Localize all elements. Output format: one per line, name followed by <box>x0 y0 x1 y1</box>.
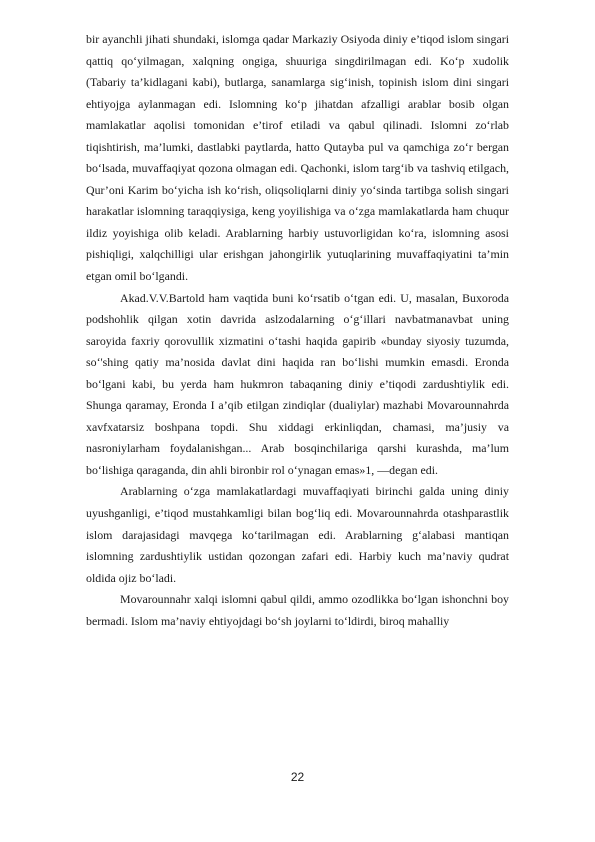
paragraph-4: Movarounnahr xalqi islomni qabul qildi, ammo ozodlikka bo‘lgan ishonchni boy bermadi. Islom ma’naviy ehtiyojdagi bo‘sh joylarni to‘ldirdi, biroq mahalliy <box>86 592 509 628</box>
paragraph-3: Arablarning o‘zga mamlakatlardagi muvaffaqiyati birinchi galda uning diniy uyushganligi, e’tiqod mustahkamligi bilan bog‘liq edi. Movarounnahrda otashparastlik islom darajasidagi mavqega ko‘tarilmagan edi. Arablarning g‘alabasi mantiqan islomning zardushtiylik ustidan qozongan zafari edi. Harbiy kuch ma’naviy qudrat oldida ojiz bo‘ladi. <box>86 484 509 585</box>
paragraph-1: bir ayanchli jihati shundaki, islomga qadar Markaziy Osiyoda diniy e’tiqod islom singari qattiq qo‘yilmagan, xalqning ongiga, shuuriga singdirilmagan edi. Ko‘p xudolik (Tabariy ta’kidlagani kabi), butlarga, sanamlarga sig‘inish, topinish islom dini singari ehtiyojga aylanmagan edi. Islomning ko‘p jihatdan afzalligi arablar bosib olgan mamlakatlar aqolisi tomonidan e’tirof etiladi va qabul qilinadi. Islomni zo‘rlab tiqishtirish, ma’lumki, dastlabki paytlarda, hatto Qutayba pul va qamchiga zo‘r bergan bo‘lsada, muvaffaqiyat qozona olmagan edi. Qachonki, islom targ‘ib va tashviq etilgach, Qur’oni Karim bo‘yicha ish ko‘rish, oliqsoliqlarni diniy yo‘sinda tartibga solish singari harakatlar islomning taraqqiysiga, keng yoyilishiga va o‘zga mamlakatlarda ham chuqur ildiz yoyishiga olib keladi. Arablarning harbiy ustuvorligidan ko‘ra, islomning asosi pishiqligi, xalqchilligi ular erishgan jahongirlik yutuqlarining muvaffaqiyatini ta’min etgan omil bo‘lgandi. <box>86 32 509 284</box>
paragraph-2: Akad.V.V.Bartold ham vaqtida buni ko‘rsatib o‘tgan edi. U, masalan, Buxoroda podshohlik qilgan xotin davrida aslzodalarning o‘g‘illari navbatmanavbat uning saroyida faxriy qorovullik xizmatini o‘tashi haqida gapirib «bunday siyosiy tuzumda, so‘'shing qatiy ma’nosida davlat dini haqida ran bo‘lishi mumkin emasdi. Eronda bo‘lgani kabi, bu yerda ham hukmron tabaqaning diniy e’tiqodi zardushtiylik edi. Shunga qaramay, Eronda I a’qib etilgan zindiqlar (dualiylar) mazhabi Movarounnahrda xavfxatarsiz boshpana topdi. Shu xiddagi erkinliqdan, chamasi, ma’jusiy va nasroniylarham foydalanishgan... Arab bosqinchilariga qarshi kurashda, ma’lum bo‘lishiga qaraganda, din ahli bironbir rol o‘ynagan emas»1, —degan edi. <box>86 290 509 477</box>
page-number: 22 <box>290 770 305 784</box>
text-body <box>86 29 509 632</box>
